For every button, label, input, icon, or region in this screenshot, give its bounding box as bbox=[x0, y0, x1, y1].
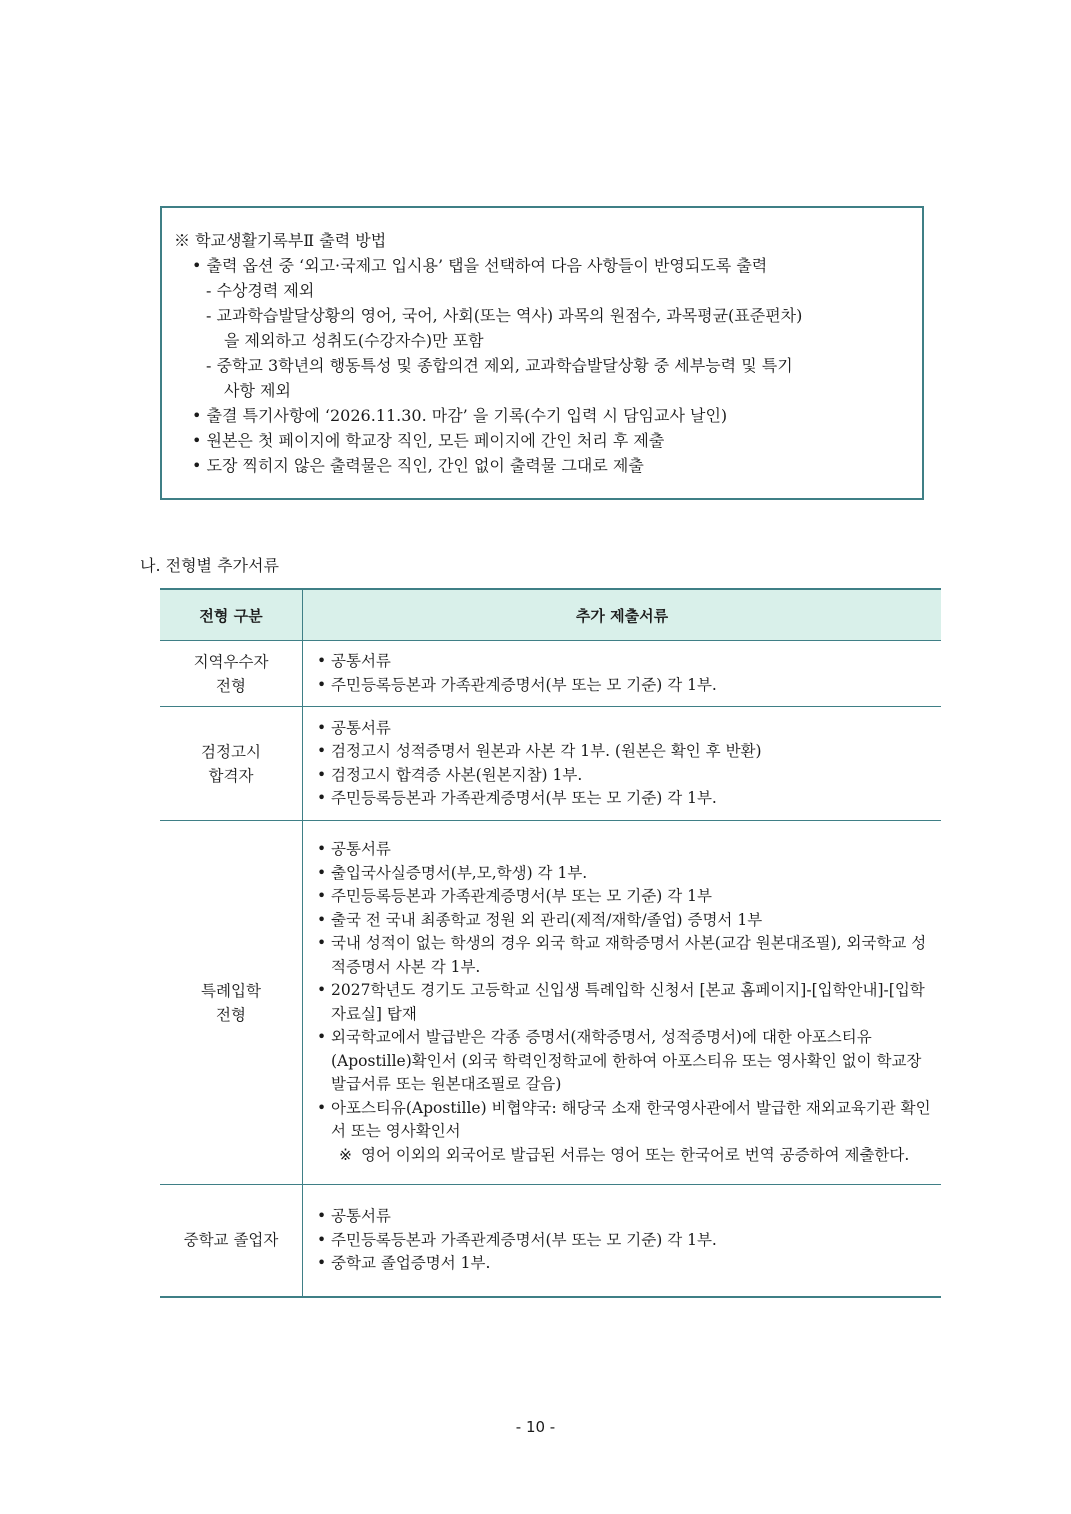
document-item: • 출입국사실증명서(부,모,학생) 각 1부. bbox=[317, 862, 931, 886]
documents-cell bbox=[303, 821, 942, 1185]
category-label: 특례입학 bbox=[201, 981, 261, 1000]
header-documents: 추가 제출서류 bbox=[303, 589, 942, 641]
notice-line: • 출결 특기사항에 ‘2026.11.30. 마감’ 을 기록(수기 입력 시 담임교사 날인) bbox=[192, 406, 728, 425]
document-item: • 출국 전 국내 최종학교 정원 외 관리(제적/재학/졸업) 증명서 1부 bbox=[317, 909, 931, 933]
category-cell bbox=[160, 641, 303, 707]
category-cell bbox=[160, 821, 303, 1185]
reference-note: ※ 영어 이외의 외국어로 발급된 서류는 영어 또는 한국어로 번역 공증하여 제출한다. bbox=[317, 1144, 931, 1168]
notice-title: ※ 학교생활기록부Ⅱ 출력 방법 bbox=[174, 231, 387, 250]
table-row bbox=[160, 641, 941, 707]
notice-line: • 출력 옵션 중 ‘외고·국제고 입시용’ 탭을 선택하여 다음 사항들이 반영되도록 출력 bbox=[192, 256, 768, 275]
table-row bbox=[160, 821, 941, 1185]
category-label: 전형 bbox=[216, 676, 246, 695]
document-item: • 아포스티유(Apostille) 비협약국: 해당국 소재 한국영사관에서 발급한 재외교육기관 확인서 또는 영사확인서 bbox=[317, 1097, 931, 1144]
notice-box bbox=[160, 206, 924, 500]
notice-line: 사항 제외 bbox=[224, 381, 291, 400]
page-number: - 10 - bbox=[515, 1418, 556, 1436]
documents-cell bbox=[303, 1185, 942, 1297]
document-item: • 검정고시 성적증명서 원본과 사본 각 1부. (원본은 확인 후 반환) bbox=[317, 740, 931, 764]
section-title: 나. 전형별 추가서류 bbox=[140, 556, 279, 575]
notice-line: - 중학교 3학년의 행동특성 및 종합의견 제외, 교과학습발달상황 중 세부능력 및 특기 bbox=[206, 356, 793, 375]
category-label: 합격자 bbox=[208, 766, 254, 785]
document-item: • 국내 성적이 없는 학생의 경우 외국 학교 재학증명서 사본(교감 원본대조필), 외국학교 성적증명서 사본 각 1부. bbox=[317, 932, 931, 979]
notice-line: 을 제외하고 성취도(수강자수)만 포함 bbox=[224, 331, 484, 350]
document-item: • 공통서류 bbox=[317, 650, 931, 674]
notice-line: - 수상경력 제외 bbox=[206, 281, 315, 300]
category-cell bbox=[160, 707, 303, 821]
document-item: • 주민등록등본과 가족관계증명서(부 또는 모 기준) 각 1부. bbox=[317, 1229, 931, 1253]
table-header-row bbox=[160, 589, 941, 641]
document-item: • 공통서류 bbox=[317, 838, 931, 862]
header-category: 전형 구분 bbox=[160, 589, 303, 641]
document-item: • 중학교 졸업증명서 1부. bbox=[317, 1252, 931, 1276]
table-row bbox=[160, 707, 941, 821]
document-item: • 주민등록등본과 가족관계증명서(부 또는 모 기준) 각 1부 bbox=[317, 885, 931, 909]
document-item: • 공통서류 bbox=[317, 1205, 931, 1229]
document-item: • 공통서류 bbox=[317, 717, 931, 741]
category-label: 검정고시 bbox=[201, 742, 261, 761]
document-item: • 2027학년도 경기도 고등학교 신입생 특례입학 신청서 [본교 홈페이지]-[입학안내]-[입학자료실] 탑재 bbox=[317, 979, 931, 1026]
documents-cell bbox=[303, 707, 942, 821]
notice-line: - 교과학습발달상황의 영어, 국어, 사회(또는 역사) 과목의 원점수, 과목평균(표준편차) bbox=[206, 306, 803, 325]
document-item: • 외국학교에서 발급받은 각종 증명서(재학증명서, 성적증명서)에 대한 아포스티유(Apostille)확인서 (외국 학력인정학교에 한하여 아포스티유 또는 영사확인 없이 학교장발급서류 또는 원본대조필로 갈음) bbox=[317, 1026, 931, 1097]
document-item: • 주민등록등본과 가족관계증명서(부 또는 모 기준) 각 1부. bbox=[317, 787, 931, 811]
notice-line: • 원본은 첫 페이지에 학교장 직인, 모든 페이지에 간인 처리 후 제출 bbox=[192, 431, 665, 450]
document-item: • 검정고시 합격증 사본(원본지참) 1부. bbox=[317, 764, 931, 788]
notice-line: • 도장 찍히지 않은 출력물은 직인, 간인 없이 출력물 그대로 제출 bbox=[192, 456, 644, 475]
category-label: 전형 bbox=[216, 1005, 246, 1024]
category-label: 중학교 졸업자 bbox=[183, 1231, 279, 1250]
documents-cell bbox=[303, 641, 942, 707]
category-cell bbox=[160, 1185, 303, 1297]
documents-table bbox=[160, 588, 941, 1298]
table-row bbox=[160, 1185, 941, 1297]
category-label: 지역우수자 bbox=[193, 652, 269, 671]
document-item: • 주민등록등본과 가족관계증명서(부 또는 모 기준) 각 1부. bbox=[317, 674, 931, 698]
